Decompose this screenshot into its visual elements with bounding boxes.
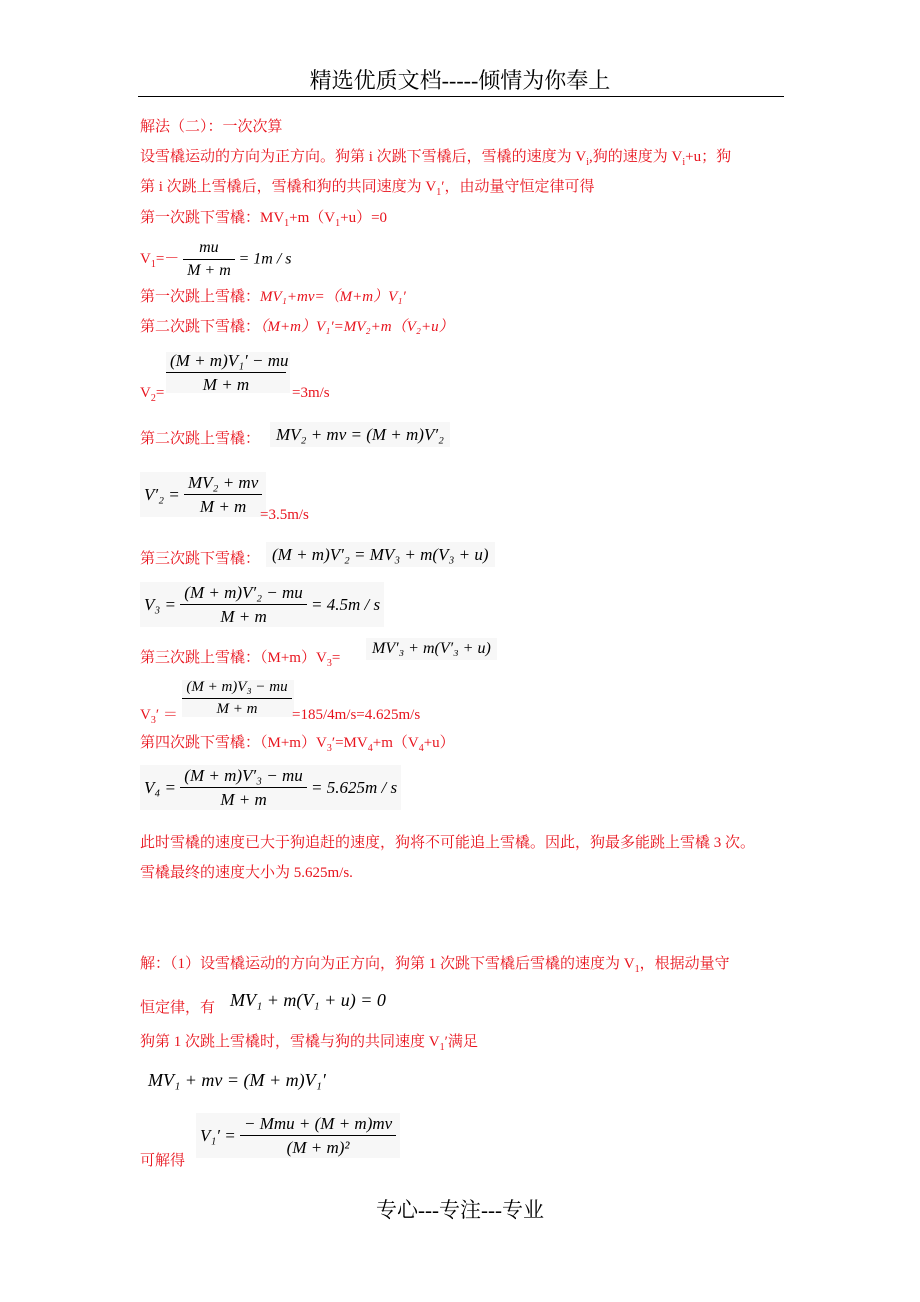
jump1-up-line: 第一次跳上雪橇：MV₁+mv=（M+m）V₁′ bbox=[140, 289, 406, 305]
v2prime-formula: V′₂ = $\frac{\text{MV₂ + mv}}{M + m}$ bbox=[140, 472, 266, 517]
jump4-down-line: 第四次跳下雪橇：$(M+m)V_3'=MV_4+m(V_4+u)$ bbox=[140, 735, 455, 754]
jump3-down-label: 第三次跳下雪橇： bbox=[140, 551, 261, 567]
v2-result: =3m/s bbox=[292, 385, 330, 401]
header-divider bbox=[138, 96, 784, 97]
s2-equation-a: MV₁ + mv = (M + m)V₁′ bbox=[148, 1070, 326, 1090]
s2-line-3: 狗第 1 次跳上雪橇时，雪橇与狗的共同速度 $V_1'$满足 bbox=[140, 1034, 478, 1053]
v3prime-result: =185/4m/s=4.625m/s bbox=[292, 707, 421, 723]
s2-momentum-equation: MV₁ + m(V₁ + u) = 0 bbox=[230, 990, 386, 1010]
v1-equation: $V_1=-$ $\frac{mu}{M + m}$ = 1m / s bbox=[140, 239, 292, 279]
jump3-up-line: 第三次跳上雪橇：$(M+m)V_3=$ bbox=[140, 650, 341, 669]
v3-formula: V₃ = $\frac{\text{(M + m)V′₂ − mu}}{M + m}$ = 4.5m / s bbox=[140, 582, 384, 627]
jump2-up-label: 第二次跳上雪橇： bbox=[140, 431, 261, 447]
setup-line-2: 第 i 次跳上雪橇后，雪橇和狗的共同速度为 $V_1'$，由动量守恒定律可得 bbox=[140, 179, 595, 198]
conclusion-line-1: 此时雪橇的速度已大于狗追赶的速度，狗将不可能追上雪橇。因此，狗最多能跳上雪橇 3 次。 bbox=[140, 835, 756, 851]
jump1-down-line: 第一次跳下雪橇：$MV_1+m(V_1+u)=0$ bbox=[140, 210, 388, 229]
v2prime-result: =3.5m/s bbox=[260, 507, 309, 523]
jump3-down-equation: (M + m)V′₂ = MV₃ + m(V₃ + u) bbox=[266, 542, 495, 567]
s2-line-1: 解：（1）设雪橇运动的方向为正方向，狗第 1 次跳下雪橇后雪橇的速度为 $V_1$，根据动量守 bbox=[140, 956, 730, 975]
s2-result-label: 可解得 bbox=[140, 1153, 186, 1169]
jump2-down-line: 第二次跳下雪橇：（M+m）V₁′=MV₂+m（V₂+u） bbox=[140, 319, 454, 335]
jump2-up-equation: MV₂ + mv = (M + m)V′₂ bbox=[270, 422, 450, 447]
jump3-up-equation: MV′₃ + m(V′₃ + u) bbox=[366, 638, 497, 660]
v2-formula: $\frac{\text{(M + m)V₁′ − mu}}{M + m}$ bbox=[166, 352, 290, 393]
page-header: 精选优质文档-----倾情为你奉上 bbox=[309, 68, 611, 93]
s2-result-formula: V₁′ = $\frac{\text{− Mmu + (M + m)mv}}{\text{(M + m)²}}$ bbox=[196, 1113, 400, 1158]
page-footer: 专心---专注---专业 bbox=[376, 1198, 544, 1222]
v3prime-formula: $\frac{\text{(M + m)V₃ − mu}}{M + m}$ bbox=[182, 680, 294, 717]
v4-formula: V₄ = $\frac{\text{(M + m)V′₃ − mu}}{M + m}$ = 5.625m / s bbox=[140, 765, 401, 810]
v3prime-label: $V_3'$ ＝ bbox=[140, 707, 178, 726]
v2-label: $V_2=$ bbox=[140, 385, 165, 404]
conclusion-line-2: 雪橇最终的速度大小为 5.625m/s. bbox=[140, 865, 353, 881]
solution-heading: 解法（二）：一次次算 bbox=[140, 119, 283, 135]
v1-fraction: $\frac{mu}{M + m}$ bbox=[183, 240, 235, 279]
setup-line-1: 设雪橇运动的方向为正方向。狗第 i 次跳下雪橇后，雪橇的速度为 $V_i$,狗的速度为 $V_i+u$；狗 bbox=[140, 149, 732, 168]
s2-line-2-label: 恒定律，有 bbox=[140, 1000, 216, 1016]
